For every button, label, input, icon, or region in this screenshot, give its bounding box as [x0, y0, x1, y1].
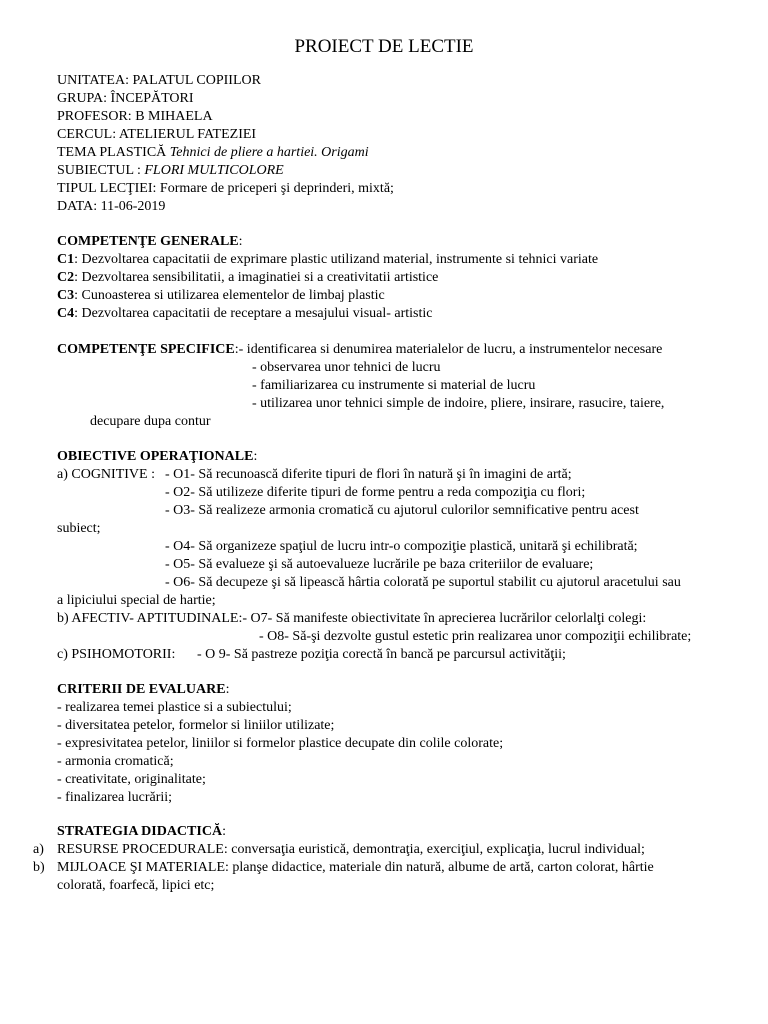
competente-generale-heading	[57, 233, 243, 251]
competenta-c3	[57, 287, 385, 305]
strategia-a-marker: a)	[33, 842, 44, 857]
criterii-heading	[57, 681, 229, 699]
obiectiv-o1: - O1- Să recunoască diferite tipuri de flori în natură şi în imagini de artă;	[165, 467, 572, 482]
criteriu-item: - armonia cromatică;	[57, 754, 174, 769]
tema-label: TEMA PLASTICĂ	[57, 145, 170, 160]
afectiv-label: b) AFECTIV- APTITUDINALE:	[57, 611, 243, 626]
competenta-specifica: - utilizarea unor tehnici simple de indoire, pliere, insirare, rasucire, taiere,	[252, 396, 665, 411]
competenta-code: C2	[57, 270, 75, 285]
strategia-b-continuation: colorată, foarfecă, lipici etc;	[57, 878, 215, 893]
obiectiv-o9-line	[57, 646, 566, 664]
strategia-b-text: MIJLOACE ŞI MATERIALE: planşe didactice, materiale din natură, albume de artă, carton colorat, hârtie	[57, 860, 654, 875]
strategia-b-marker: b)	[33, 860, 45, 875]
competenta-specifica: - familiarizarea cu instrumente si material de lucru	[252, 378, 536, 393]
cognitive-label: a) COGNITIVE :	[57, 467, 155, 482]
competenta-c1	[57, 251, 598, 269]
obiectiv-o8: - O8- Să-şi dezvolte gustul estetic prin realizarea unor compoziţii echilibrate;	[259, 629, 692, 644]
criteriu-item: - finalizarea lucrării;	[57, 790, 173, 805]
obiectiv-o4: - O4- Să organizeze spaţiul de lucru intr-o compoziţie plastică, unitară şi echilibrată;	[165, 539, 638, 554]
heading-colon: :	[225, 682, 230, 697]
unitatea-line: UNITATEA: PALATUL COPIILOR	[57, 73, 261, 88]
obiectiv-o1-line	[57, 466, 572, 484]
criteriu-item: - creativitate, originalitate;	[57, 772, 206, 787]
obiectiv-o5: - O5- Să evalueze şi să autoevalueze lucrările pe baza criteriilor de evaluare;	[165, 557, 594, 572]
criteriu-item: - realizarea temei plastice si a subiectului;	[57, 700, 292, 715]
obiectiv-o7-line	[57, 610, 646, 628]
criteriu-item: - diversitatea petelor, formelor si liniilor utilizate;	[57, 718, 335, 733]
competente-specifice-title: COMPETENŢE SPECIFICE	[57, 342, 235, 357]
strategia-title: STRATEGIA DIDACTICĂ	[57, 824, 223, 839]
competenta-specifica: - observarea unor tehnici de lucru	[252, 360, 441, 375]
competenta-c4	[57, 305, 433, 323]
obiective-title: OBIECTIVE OPERAŢIONALE	[57, 449, 254, 464]
criterii-title: CRITERII DE EVALUARE	[57, 682, 226, 697]
competenta-text: : Dezvoltarea capacitatii de exprimare plastic utilizand material, instrumente si tehnici variate	[74, 252, 599, 267]
tema-line	[57, 144, 369, 162]
obiective-heading	[57, 448, 257, 466]
subiect-label: SUBIECTUL :	[57, 163, 145, 178]
competenta-code: C3	[57, 288, 75, 303]
grupa-line: GRUPA: ÎNCEPĂTORI	[57, 91, 194, 106]
subiect-value: FLORI MULTICOLORE	[144, 163, 284, 178]
competenta-text: : Cunoasterea si utilizarea elementelor de limbaj plastic	[74, 288, 385, 303]
obiectiv-o3-continuation: subiect;	[57, 521, 101, 536]
psihomotorii-label: c) PSIHOMOTORII:	[57, 647, 176, 662]
competenta-text: : Dezvoltarea capacitatii de receptare a mesajului visual- artistic	[74, 306, 433, 321]
competenta-text: : Dezvoltarea sensibilitatii, a imaginatiei si a creativitatii artistice	[74, 270, 439, 285]
competenta-code: C1	[57, 252, 75, 267]
tipul-line: TIPUL LECŢIEI: Formare de priceperi şi deprinderi, mixtă;	[57, 181, 394, 196]
heading-colon: :	[238, 234, 243, 249]
cercul-line: CERCUL: ATELIERUL FATEZIEI	[57, 127, 257, 142]
obiectiv-o2: - O2- Să utilizeze diferite tipuri de forme pentru a reda compoziţia cu flori;	[165, 485, 586, 500]
data-line: DATA: 11-06-2019	[57, 199, 166, 214]
competenta-specifica-continuation: decupare dupa contur	[90, 414, 211, 429]
competente-generale-title: COMPETENŢE GENERALE	[57, 234, 239, 249]
competenta-c2	[57, 269, 438, 287]
competente-specifice-line	[57, 341, 662, 359]
heading-colon: :	[222, 824, 226, 839]
obiectiv-o3: - O3- Să realizeze armonia cromatică cu ajutorul culorilor semnificative pentru acest	[165, 503, 639, 518]
criteriu-item: - expresivitatea petelor, liniilor si formelor plastice decupate din colile colorate;	[57, 736, 504, 751]
obiectiv-o7: - O7- Să manifeste obiectivitate în aprecierea lucrărilor celorlalţi colegi:	[242, 611, 647, 626]
strategia-a-text: RESURSE PROCEDURALE: conversaţia euristică, demontraţia, exerciţiul, explicaţia, lucrul individual;	[57, 842, 645, 857]
obiectiv-o6-continuation: a lipiciului special de hartie;	[57, 593, 216, 608]
obiectiv-o9: - O 9- Să pastreze poziţia corectă în bancă pe parcursul activităţii;	[197, 647, 566, 662]
heading-colon: :	[253, 449, 258, 464]
competenta-specifica: :- identificarea si denumirea materialelor de lucru, a instrumentelor necesare	[234, 342, 663, 357]
subiect-line	[57, 162, 284, 180]
profesor-line: PROFESOR: B MIHAELA	[57, 109, 213, 124]
tema-value: Tehnici de pliere a hartiei. Origami	[169, 145, 369, 160]
page-title: PROIECT DE LECTIE	[294, 36, 474, 57]
strategia-heading	[57, 823, 226, 841]
obiectiv-o6: - O6- Să decupeze şi să lipească hârtia colorată pe suportul stabilit cu ajutorul aracetului sau	[165, 575, 681, 590]
competenta-code: C4	[57, 306, 75, 321]
